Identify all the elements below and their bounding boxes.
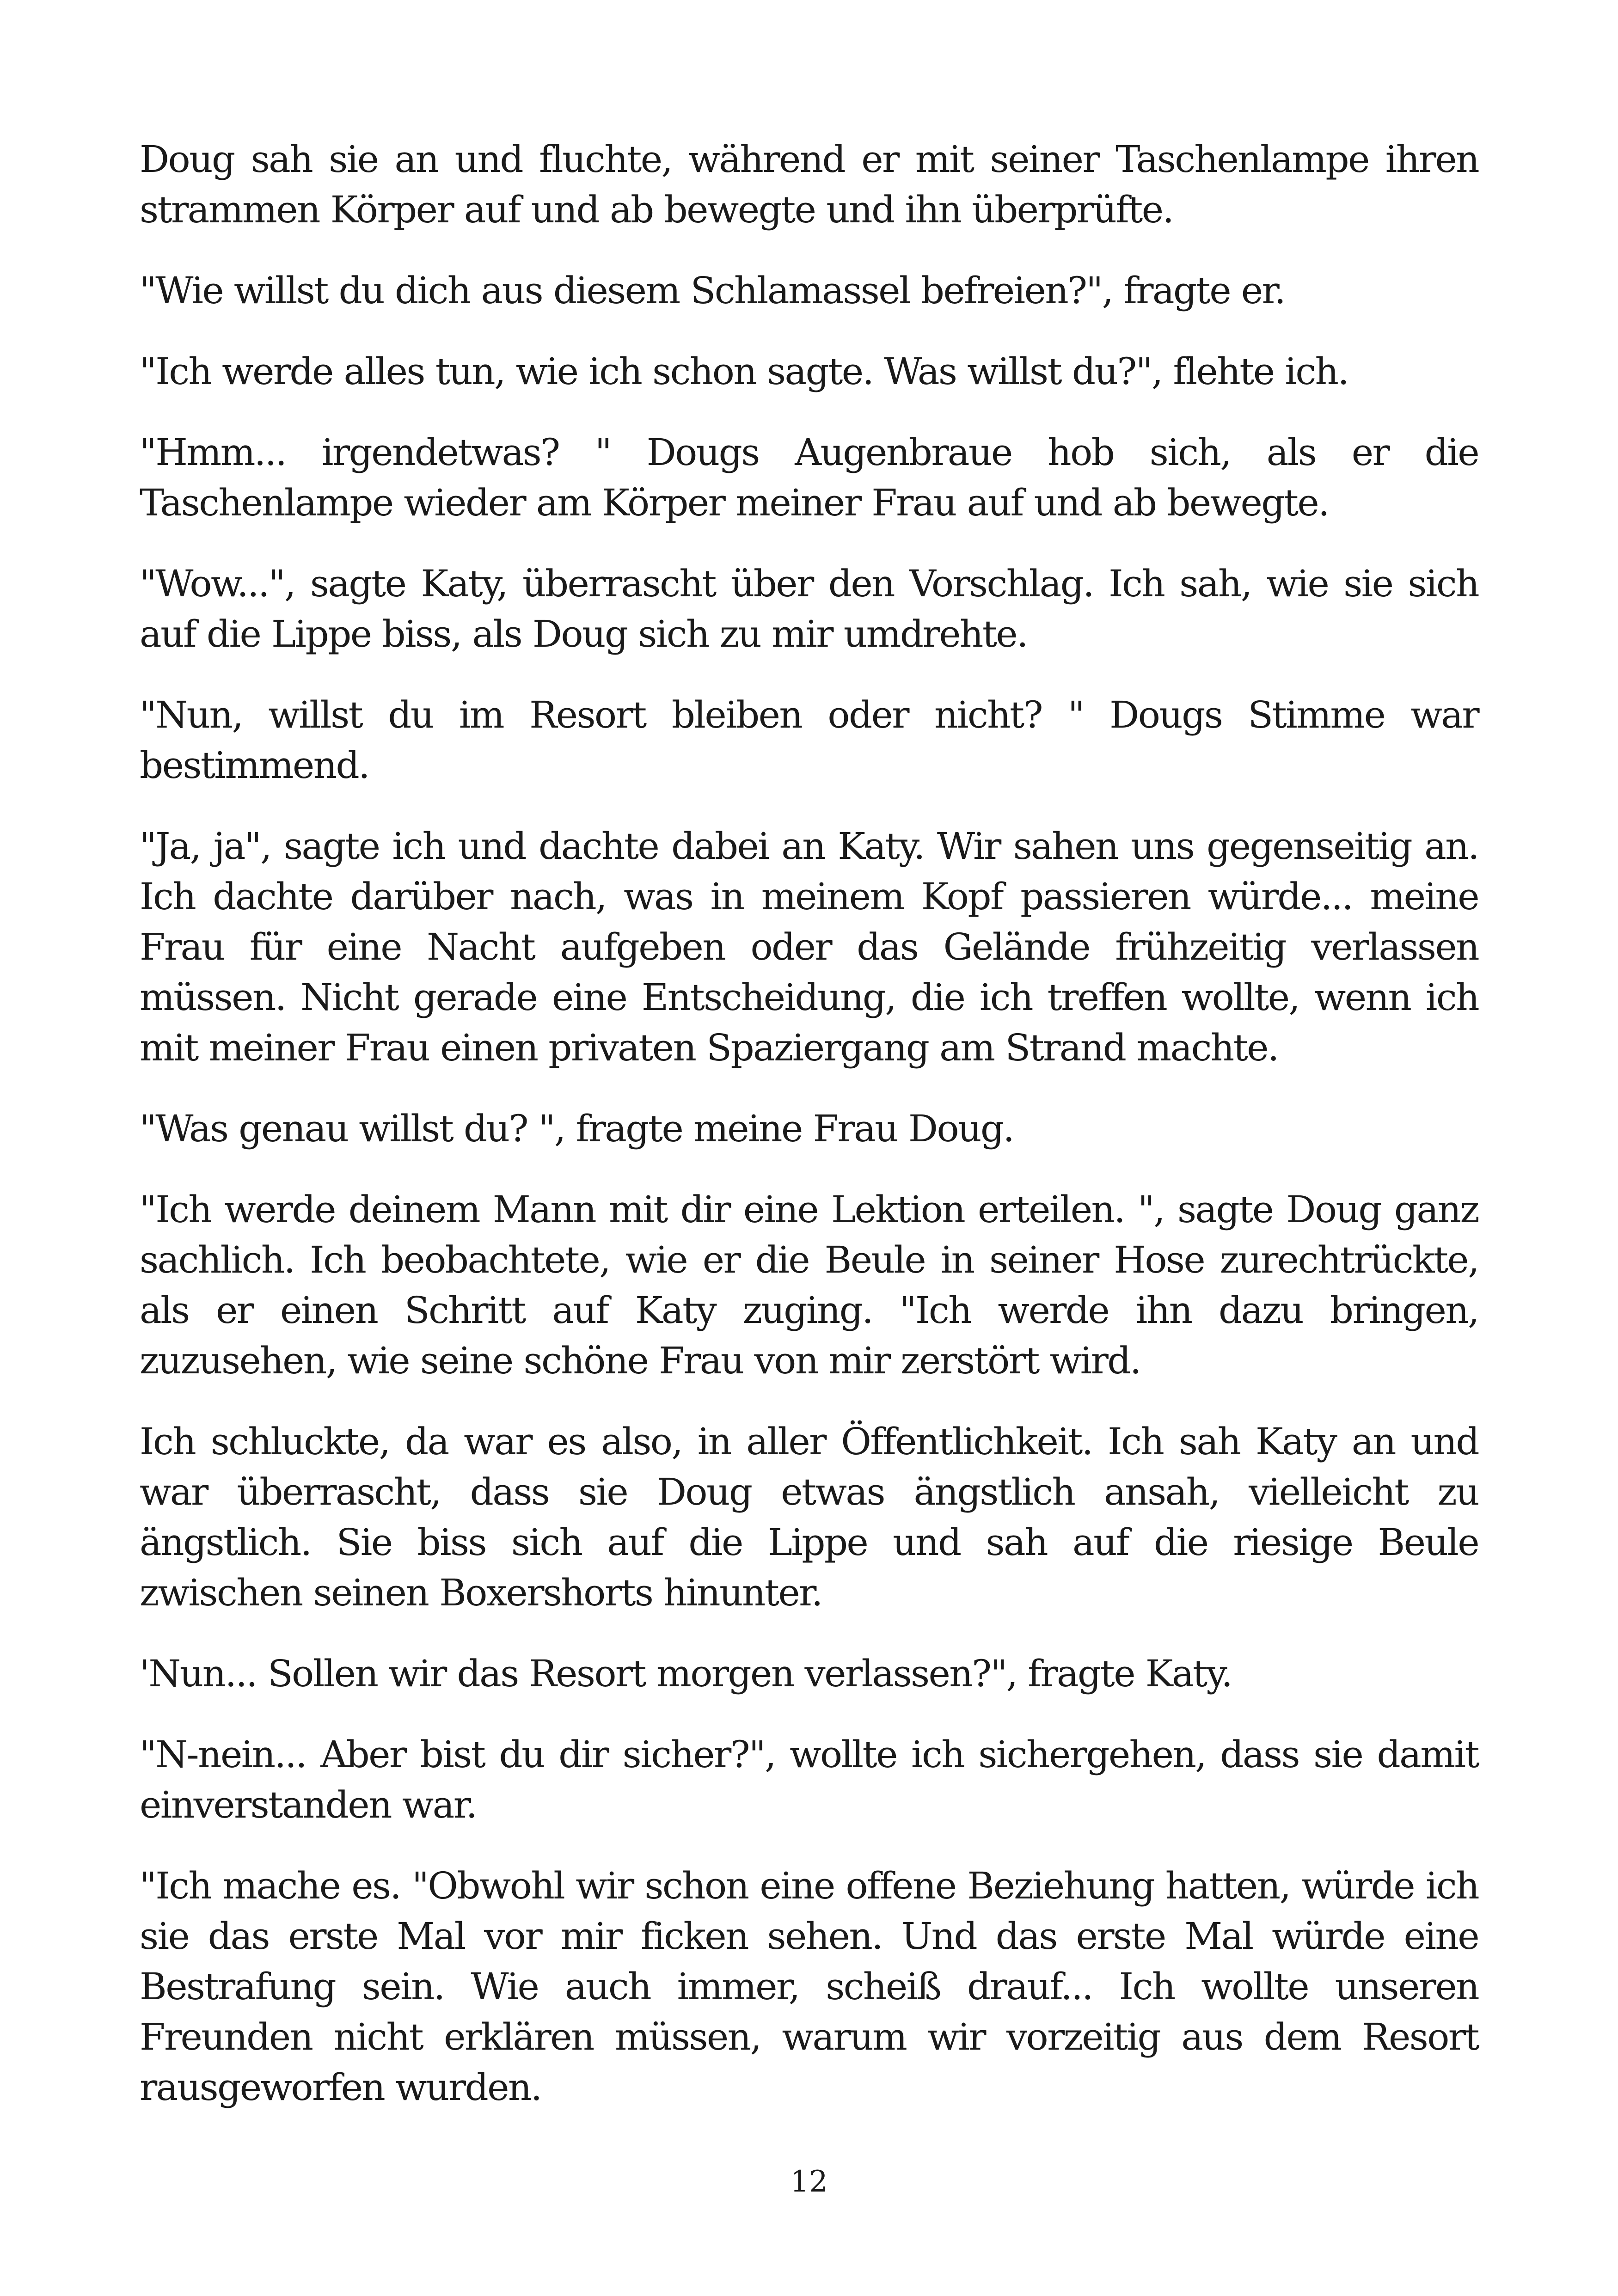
paragraph: "Wow...", sagte Katy, überrascht über den Vorschlag. Ich sah, wie sie sich auf die Lippe biss, als Doug sich zu mir umdrehte. xyxy=(140,562,1478,655)
paragraph: "Was genau willst du? ", fragte meine Frau Doug. xyxy=(140,1107,1014,1150)
paragraph: 'Nun... Sollen wir das Resort morgen verlassen?", fragte Katy. xyxy=(140,1652,1232,1695)
paragraph: "Ja, ja", sagte ich und dachte dabei an Katy. Wir sahen uns gegenseitig an. Ich dachte darüber nach, was in meinem Kopf passieren würde... meine Frau für eine Nacht aufgeben oder das Gelände frühzeitig verlassen müssen. Nicht gerade eine Entscheidung, die ich treffen wollte, wenn ich mit meiner Frau einen privaten Spaziergang am Strand machte. xyxy=(140,825,1478,1069)
paragraph: "Hmm... irgendetwas? " Dougs Augenbraue hob sich, als er die Taschenlampe wieder am Körper meiner Frau auf und ab bewegte. xyxy=(140,431,1478,524)
paragraph: "Ich werde alles tun, wie ich schon sagte. Was willst du?", flehte ich. xyxy=(140,350,1348,393)
paragraph: "N-nein... Aber bist du dir sicher?", wollte ich sichergehen, dass sie damit einverstanden war. xyxy=(140,1733,1478,1826)
paragraph: "Ich mache es. "Obwohl wir schon eine offene Beziehung hatten, würde ich sie das erste Mal vor mir ficken sehen. Und das erste Mal würde eine Bestrafung sein. Wie auch immer, scheiß drauf... Ich wollte unseren Freunden nicht erklären müssen, warum wir vorzeitig aus dem Resort rausgeworfen wurden. xyxy=(140,1864,1478,2109)
page-number: 12 xyxy=(790,2165,828,2199)
paragraph: Doug sah sie an und fluchte, während er mit seiner Taschenlampe ihren strammen Körper auf und ab bewegte und ihn überprüfte. xyxy=(140,138,1478,231)
body-text xyxy=(140,134,1478,2143)
paragraph: "Wie willst du dich aus diesem Schlamassel befreien?", fragte er. xyxy=(140,269,1285,312)
paragraph: "Ich werde deinem Mann mit dir eine Lektion erteilen. ", sagte Doug ganz sachlich. Ich beobachtete, wie er die Beule in seiner Hose zurechtrückte, als er einen Schritt auf Katy zuging. "Ich werde ihn dazu bringen, zuzusehen, wie seine schöne Frau von mir zerstört wird. xyxy=(140,1188,1478,1382)
paragraph: "Nun, willst du im Resort bleiben oder nicht? " Dougs Stimme war bestimmend. xyxy=(140,693,1478,787)
paragraph: Ich schluckte, da war es also, in aller Öffentlichkeit. Ich sah Katy an und war überrascht, dass sie Doug etwas ängstlich ansah, vielleicht zu ängstlich. Sie biss sich auf die Lippe und sah auf die riesige Beule zwischen seinen Boxershorts hinunter. xyxy=(140,1420,1478,1614)
